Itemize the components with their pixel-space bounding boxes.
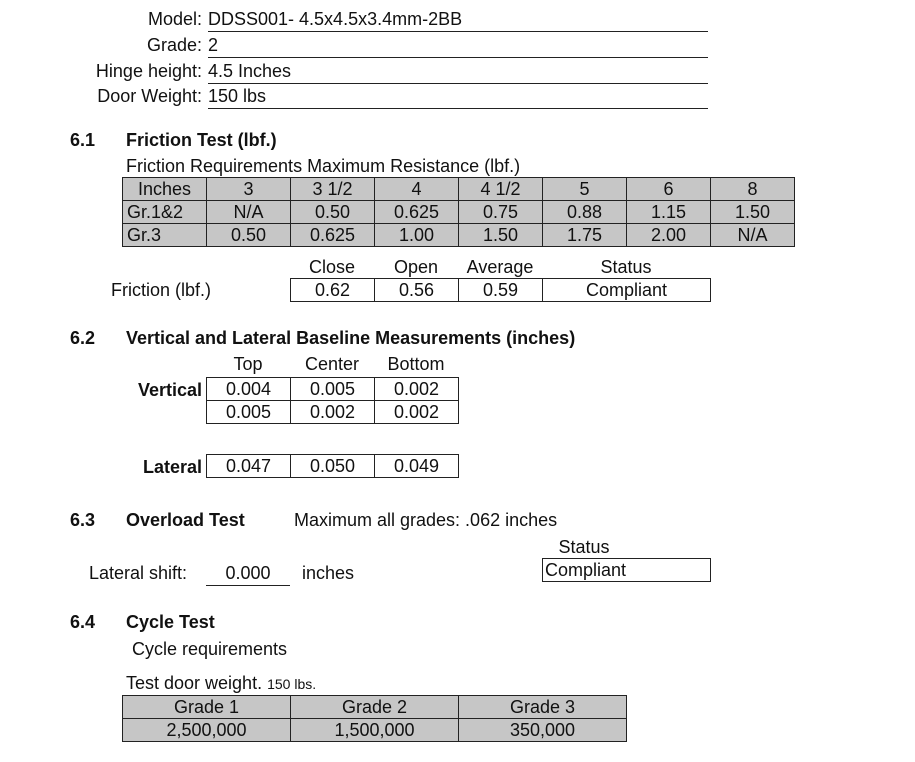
table-row-label: Gr.1&2 [123, 201, 207, 224]
table-header-cell: 3 [207, 178, 291, 201]
table-cell: 0.75 [459, 201, 543, 224]
table-cell: 0.88 [543, 201, 627, 224]
table-row [291, 279, 711, 302]
section-number-6-2: 6.2 [70, 328, 96, 348]
table-header-row [123, 696, 627, 719]
lateral-label: Lateral [142, 457, 202, 477]
table-row [543, 559, 711, 582]
overload-status-box [542, 558, 711, 582]
open-header: Open [393, 257, 439, 277]
section-number-6-1: 6.1 [70, 130, 96, 150]
table-cell: 0.004 [207, 378, 291, 401]
overload-status-header: Status [558, 537, 610, 557]
table-cell: 0.002 [375, 378, 459, 401]
table-cell: 1.75 [543, 224, 627, 247]
grade-value: 2 [208, 33, 708, 58]
top-header: Top [233, 354, 263, 374]
test-door-weight [126, 671, 316, 696]
table-header-cell: Inches [123, 178, 207, 201]
table-cell: 0.005 [291, 378, 375, 401]
table-cell: 2.00 [627, 224, 711, 247]
table-cell: 0.002 [291, 401, 375, 424]
cycle-requirements: Cycle requirements [132, 639, 288, 659]
cycle-table [122, 695, 627, 742]
friction-open-value: 0.56 [375, 279, 459, 302]
table-cell: 0.005 [207, 401, 291, 424]
table-header-cell: 6 [627, 178, 711, 201]
table-header-row [123, 178, 795, 201]
table-row [123, 224, 795, 247]
section-number-6-4: 6.4 [70, 612, 96, 632]
cycle-test-title: Cycle Test [126, 612, 215, 632]
baseline-title: Vertical and Lateral Baseline Measurements (inches) [126, 328, 576, 348]
friction-status-value: Compliant [543, 279, 711, 302]
table-header-cell: 8 [711, 178, 795, 201]
friction-result-table [290, 278, 711, 302]
table-header-cell: 4 1/2 [459, 178, 543, 201]
overload-max-text: Maximum all grades: .062 inches [294, 510, 558, 530]
table-header-cell: 3 1/2 [291, 178, 375, 201]
vertical-table [206, 377, 459, 424]
table-cell: 1.15 [627, 201, 711, 224]
table-header-cell: Grade 3 [459, 696, 627, 719]
table-header-cell: 5 [543, 178, 627, 201]
table-row [207, 455, 459, 478]
close-header: Close [308, 257, 356, 277]
lateral-shift-label: Lateral shift: [89, 563, 188, 583]
friction-test-title: Friction Test (lbf.) [126, 130, 277, 150]
overload-title: Overload Test [126, 510, 245, 530]
friction-close-value: 0.62 [291, 279, 375, 302]
table-cell: 1,500,000 [291, 719, 459, 742]
table-cell: 0.049 [375, 455, 459, 478]
table-header-cell: Grade 1 [123, 696, 291, 719]
friction-requirements-caption: Friction Requirements Maximum Resistance (lbf.) [126, 156, 521, 176]
table-cell: 0.50 [291, 201, 375, 224]
hinge-height-value: 4.5 Inches [208, 59, 708, 84]
lateral-shift-value: 0.000 [206, 561, 290, 586]
model-label: Model: [147, 9, 202, 29]
table-cell: 0.002 [375, 401, 459, 424]
table-cell: N/A [207, 201, 291, 224]
door-weight-value: 150 lbs [208, 84, 708, 109]
table-cell: 2,500,000 [123, 719, 291, 742]
bottom-header: Bottom [387, 354, 445, 374]
table-cell: 0.625 [375, 201, 459, 224]
test-door-weight-value: 150 lbs. [267, 676, 317, 692]
lateral-table [206, 454, 459, 478]
table-cell: 1.00 [375, 224, 459, 247]
status-header: Status [600, 257, 652, 277]
vertical-label: Vertical [137, 380, 202, 400]
lateral-shift-unit: inches [302, 563, 355, 583]
test-door-weight-label: Test door weight. [126, 673, 263, 693]
average-header: Average [466, 257, 534, 277]
model-value: DDSS001- 4.5x4.5x3.4mm-2BB [208, 7, 708, 32]
table-row-label: Gr.3 [123, 224, 207, 247]
table-cell: 1.50 [459, 224, 543, 247]
table-row [123, 201, 795, 224]
center-header: Center [304, 354, 360, 374]
friction-result-label: Friction (lbf.) [111, 280, 212, 300]
friction-requirements-table [122, 177, 795, 247]
friction-average-value: 0.59 [459, 279, 543, 302]
overload-status-value: Compliant [543, 559, 711, 582]
table-cell: 0.047 [207, 455, 291, 478]
table-cell: 0.625 [291, 224, 375, 247]
table-cell: N/A [711, 224, 795, 247]
hinge-height-label: Hinge height: [95, 61, 202, 81]
table-row [207, 401, 459, 424]
table-cell: 0.050 [291, 455, 375, 478]
table-header-cell: Grade 2 [291, 696, 459, 719]
table-header-cell: 4 [375, 178, 459, 201]
table-row [207, 378, 459, 401]
table-cell: 0.50 [207, 224, 291, 247]
table-cell: 1.50 [711, 201, 795, 224]
table-row [123, 719, 627, 742]
section-number-6-3: 6.3 [70, 510, 96, 530]
grade-label: Grade: [146, 35, 202, 55]
door-weight-label: Door Weight: [97, 86, 202, 106]
table-cell: 350,000 [459, 719, 627, 742]
